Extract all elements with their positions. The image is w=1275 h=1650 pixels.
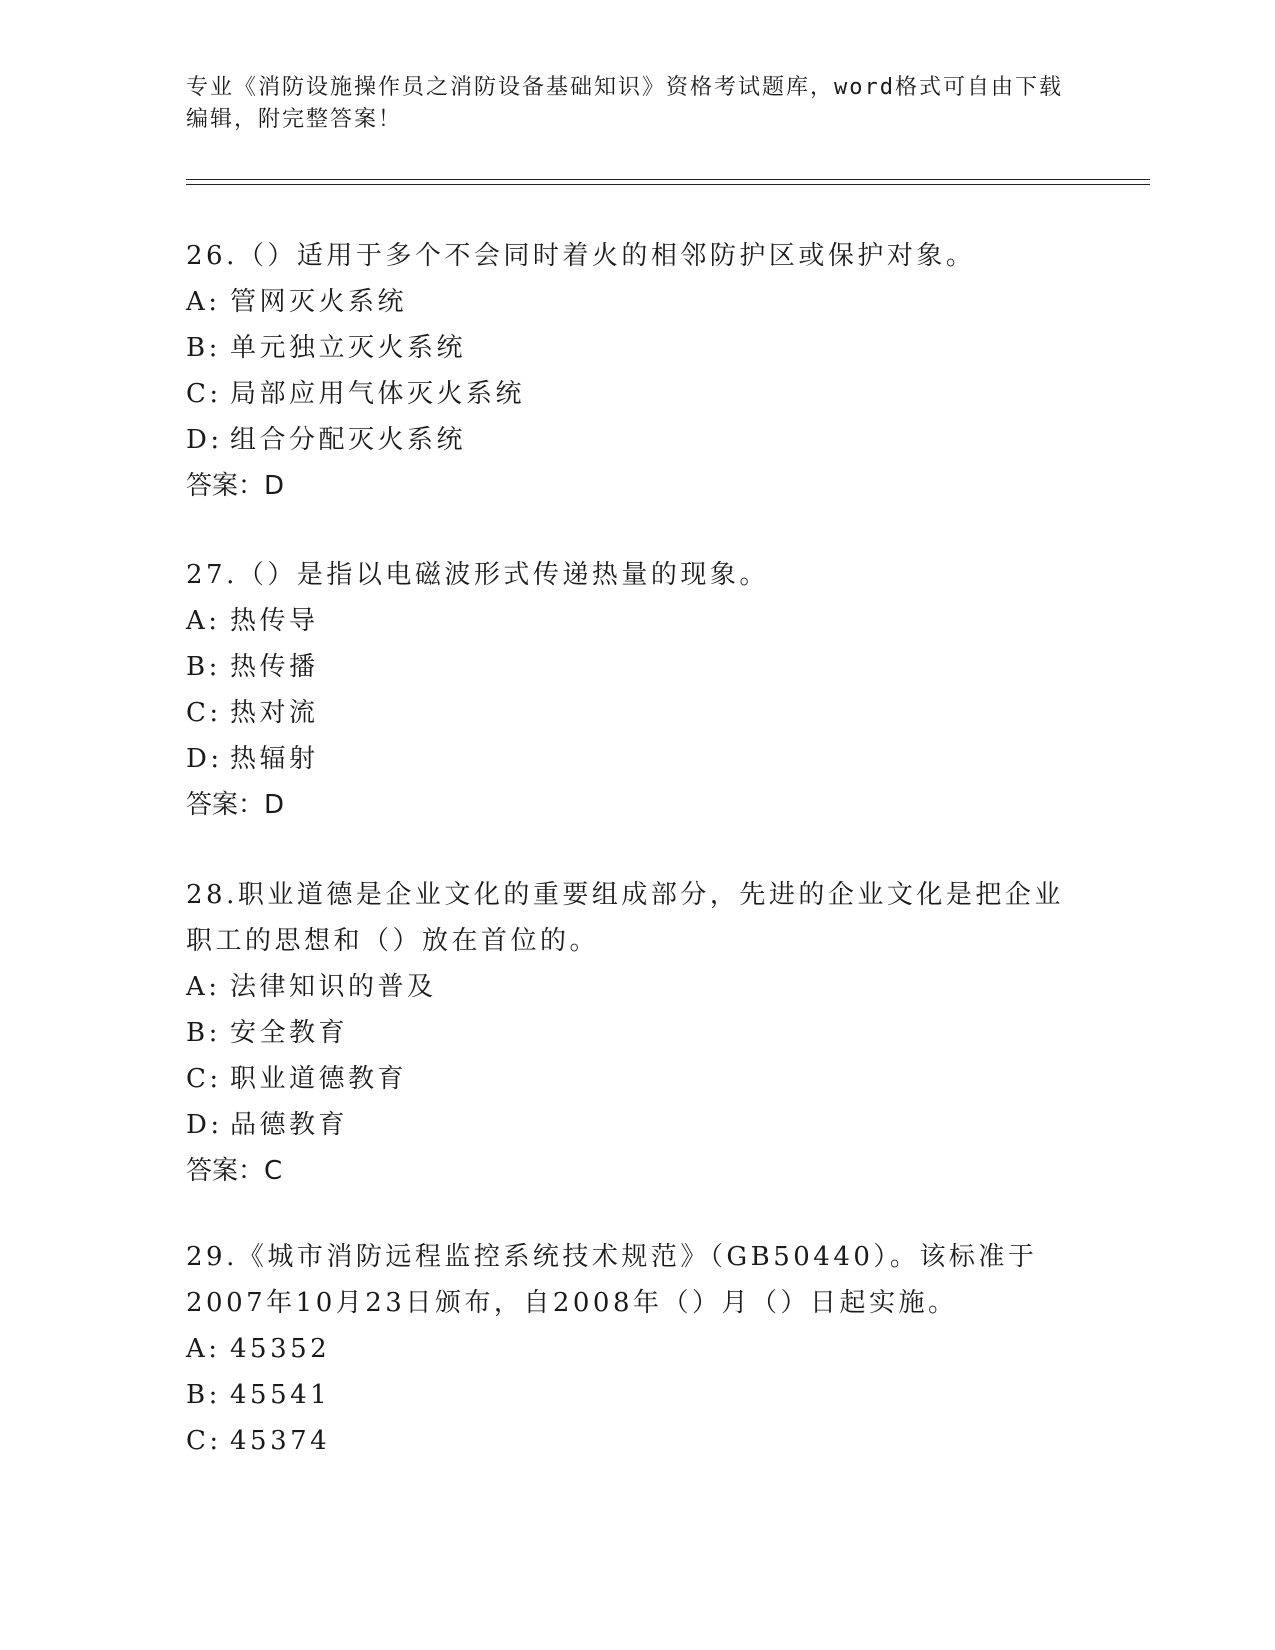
option-letter: A: [186, 972, 221, 1002]
option-letter: D: [186, 744, 223, 774]
option-text: 热传导 [230, 606, 319, 636]
option-text: 单元独立灭火系统 [230, 333, 467, 363]
document-header: 专业《消防设施操作员之消防设备基础知识》资格考试题库，word格式可自由下载编辑，附完整答案！ [186, 75, 1063, 132]
option-text: 局部应用气体灭火系统 [230, 379, 526, 409]
answer-line: 答案：D [186, 471, 285, 501]
question-stem: 26.（）适用于多个不会同时着火的相邻防护区或保护对象。 [186, 241, 976, 271]
option-letter: C: [186, 698, 222, 728]
header-divider-top [186, 179, 1150, 180]
option-letter: C: [186, 1064, 222, 1094]
option-text: 热传播 [230, 652, 319, 682]
option-b [186, 325, 1086, 371]
option-letter: C: [186, 379, 222, 409]
answer-line: 答案：C [186, 1156, 283, 1186]
option-text: 法律知识的普及 [230, 972, 437, 1002]
option-b [186, 1372, 1086, 1418]
option-a [186, 1326, 1086, 1372]
question-26 [186, 233, 1086, 509]
option-d [186, 1102, 1086, 1148]
question-stem: 28.职业道德是企业文化的重要组成部分，先进的企业文化是把企业职工的思想和（）放在首位的。 [186, 880, 1064, 956]
question-stem: 27.（）是指以电磁波形式传递热量的现象。 [186, 560, 769, 590]
option-letter: A: [186, 1334, 221, 1364]
question-27 [186, 552, 1086, 828]
answer-line: 答案：D [186, 790, 285, 820]
option-text: 品德教育 [230, 1110, 349, 1140]
option-text: 热对流 [230, 698, 319, 728]
option-d [186, 417, 1086, 463]
question-28 [186, 872, 1086, 1194]
option-text: 45541 [230, 1380, 331, 1410]
option-letter: D: [186, 425, 223, 455]
option-letter: A: [186, 287, 221, 317]
option-b [186, 644, 1086, 690]
option-c [186, 1418, 1086, 1464]
option-letter: B: [186, 1380, 221, 1410]
option-text: 安全教育 [230, 1018, 349, 1048]
option-d [186, 736, 1086, 782]
option-text: 热辐射 [230, 744, 319, 774]
option-text: 45352 [230, 1334, 331, 1364]
header-divider-bottom [186, 184, 1150, 185]
option-letter: C: [186, 1426, 222, 1456]
question-stem: 29.《城市消防远程监控系统技术规范》（GB50440）。该标准于2007年10月23日颁布，自2008年（）月（）日起实施。 [186, 1242, 1038, 1318]
option-letter: B: [186, 1018, 221, 1048]
option-c [186, 1056, 1086, 1102]
option-c [186, 371, 1086, 417]
option-text: 组合分配灭火系统 [230, 425, 467, 455]
option-b [186, 1010, 1086, 1056]
option-c [186, 690, 1086, 736]
option-letter: A: [186, 606, 221, 636]
option-a [186, 964, 1086, 1010]
question-29 [186, 1234, 1086, 1464]
option-text: 职业道德教育 [230, 1064, 408, 1094]
option-a [186, 279, 1086, 325]
option-letter: B: [186, 333, 221, 363]
option-letter: B: [186, 652, 221, 682]
option-a [186, 598, 1086, 644]
option-text: 管网灭火系统 [230, 287, 408, 317]
option-text: 45374 [230, 1426, 331, 1456]
option-letter: D: [186, 1110, 223, 1140]
